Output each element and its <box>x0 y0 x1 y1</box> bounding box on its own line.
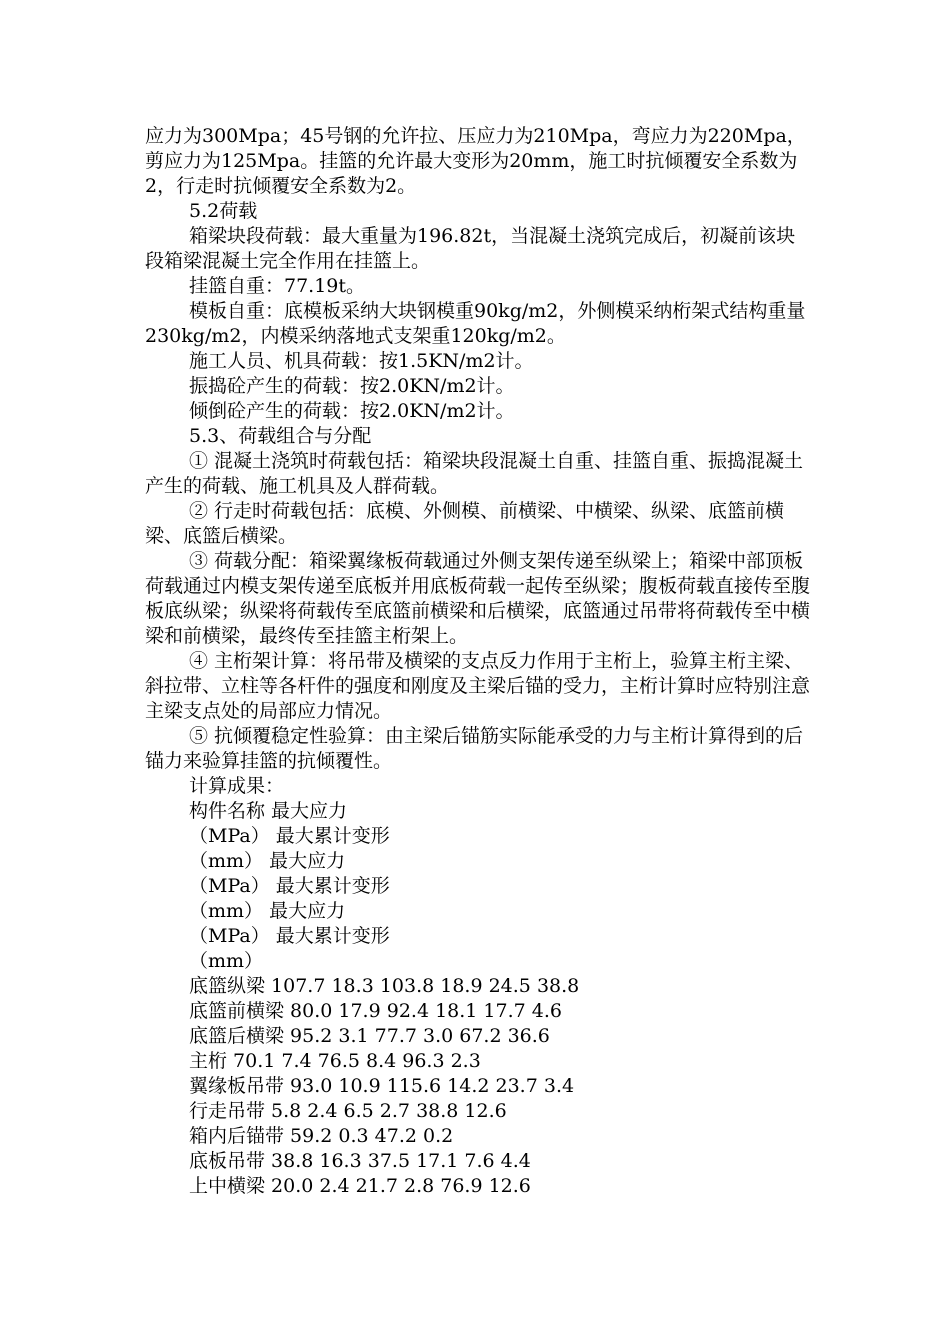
table-row: 主桁 70.1 7.4 76.5 8.4 96.3 2.3 <box>189 1050 481 1072</box>
section-heading: 5.2荷载 <box>189 200 258 222</box>
table-header-line: （MPa） 最大累计变形 <box>189 875 390 897</box>
paragraph: 振捣砼产生的荷载：按2.0KN/m2计。 <box>189 375 515 397</box>
table-header-line: 构件名称 最大应力 <box>189 800 348 822</box>
table-row: 箱内后锚带 59.2 0.3 47.2 0.2 <box>189 1125 454 1147</box>
paragraph: 施工人员、机具荷载：按1.5KN/m2计。 <box>189 350 534 372</box>
table-row: 上中横梁 20.0 2.4 21.7 2.8 76.9 12.6 <box>189 1175 531 1197</box>
table-header-line: （mm） 最大应力 <box>189 900 346 922</box>
section-heading: 5.3、荷载组合与分配 <box>189 425 372 447</box>
paragraph: ② 行走时荷载包括：底模、外侧模、前横梁、中横梁、纵梁、底篮前横梁、底篮后横梁。 <box>145 500 785 547</box>
table-header-line: （mm） <box>189 950 264 972</box>
table-row: 底篮纵梁 107.7 18.3 103.8 18.9 24.5 38.8 <box>189 975 580 997</box>
paragraph: ⑤ 抗倾覆稳定性验算：由主梁后锚筋实际能承受的力与主桁计算得到的后锚力来验算挂篮的抗倾覆性。 <box>145 725 804 772</box>
paragraph: ③ 荷载分配：箱梁翼缘板荷载通过外侧支架传递至纵梁上；箱梁中部顶板荷载通过内模支架传递至底板并用底板荷载一起传至纵梁；腹板荷载直接传至腹板底纵梁；纵梁将荷载传至底篮前横梁和后横梁，底篮通过吊带将荷载传至中横梁和前横梁，最终传至挂篮主桁架上。 <box>145 550 811 647</box>
paragraph: 应力为300Mpa；45号钢的允许拉、压应力为210Mpa，弯应力为220Mpa，剪应力为125Mpa。挂篮的允许最大变形为20mm，施工时抗倾覆安全系数为2，行走时抗倾覆安全系数为2。 <box>145 125 806 197</box>
paragraph: 模板自重：底模板采纳大块钢模重90kg/m2，外侧模采纳桁架式结构重量230kg/m2，内模采纳落地式支架重120kg/m2。 <box>145 300 806 347</box>
paragraph: ④ 主桁架计算：将吊带及横梁的支点反力作用于主桁上，验算主桁主梁、斜拉带、立柱等各杆件的强度和刚度及主梁后锚的受力，主桁计算时应特别注意主梁支点处的局部应力情况。 <box>145 650 811 722</box>
table-row: 底板吊带 38.8 16.3 37.5 17.1 7.6 4.4 <box>189 1150 531 1172</box>
table-header-line: （mm） 最大应力 <box>189 850 346 872</box>
table-row: 翼缘板吊带 93.0 10.9 115.6 14.2 23.7 3.4 <box>189 1075 575 1097</box>
paragraph: 箱梁块段荷载：最大重量为196.82t，当混凝土浇筑完成后，初凝前该块段箱梁混凝土完全作用在挂篮上。 <box>145 225 796 272</box>
table-header-line: （MPa） 最大累计变形 <box>189 925 390 947</box>
table-header-line: （MPa） 最大累计变形 <box>189 825 390 847</box>
table-row: 底篮前横梁 80.0 17.9 92.4 18.1 17.7 4.6 <box>189 1000 562 1022</box>
table-row: 底篮后横梁 95.2 3.1 77.7 3.0 67.2 36.6 <box>189 1025 550 1047</box>
paragraph: 倾倒砼产生的荷载：按2.0KN/m2计。 <box>189 400 515 422</box>
paragraph: 挂篮自重：77.19t。 <box>189 275 366 297</box>
document-body <box>145 124 810 1199</box>
paragraph: ① 混凝土浇筑时荷载包括：箱梁块段混凝土自重、挂篮自重、振捣混凝土产生的荷载、施工机具及人群荷载。 <box>145 450 804 497</box>
results-heading: 计算成果： <box>189 775 285 797</box>
table-row: 行走吊带 5.8 2.4 6.5 2.7 38.8 12.6 <box>189 1100 507 1122</box>
